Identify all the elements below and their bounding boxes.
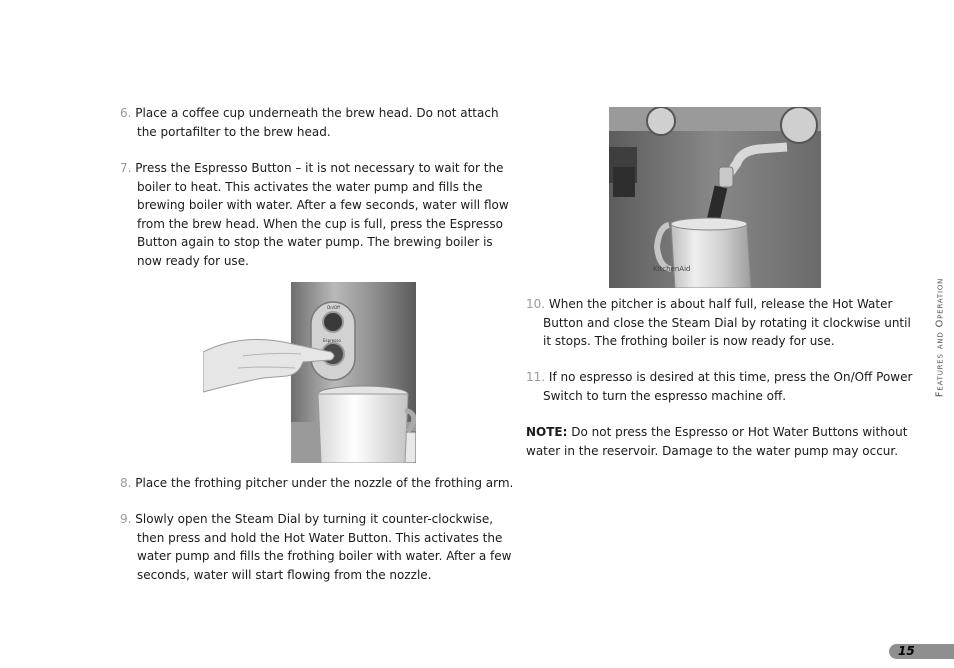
- step-text: seconds, water will start flowing from the nozzle.: [137, 567, 432, 582]
- step-text: now ready for use.: [137, 253, 249, 268]
- note-label: NOTE:: [526, 425, 568, 439]
- step-text: If no espresso is desired at this time, press the On/Off Power: [548, 370, 913, 384]
- note-text: water in the reservoir. Damage to the water pump may occur.: [526, 443, 899, 458]
- step-6: [120, 104, 499, 141]
- step-text: from the brew head. When the cup is full, press the Espresso: [137, 216, 503, 231]
- step-9: [120, 510, 511, 584]
- note: [526, 423, 907, 460]
- step-11: [526, 368, 912, 405]
- step-text: When the pitcher is about half full, release the Hot Water: [548, 297, 893, 311]
- page-number: 15: [898, 644, 915, 658]
- note-text: Do not press the Espresso or Hot Water Buttons without: [571, 425, 908, 439]
- pitcher-logo: KitchenAid: [653, 265, 691, 273]
- section-sidebar-label: [934, 264, 946, 414]
- button-label-espresso: Espresso: [323, 338, 341, 343]
- step-10: [526, 295, 911, 351]
- step-8: [120, 474, 513, 493]
- step-text: brewing boiler with water. After a few seconds, water will flow: [137, 198, 509, 212]
- section-title: Features and Operation: [934, 277, 946, 398]
- step-text: Button again to stop the water pump. The brewing boiler is: [137, 235, 493, 249]
- step-number: 11.: [526, 370, 546, 384]
- step-text: it stops. The frothing boiler is now ready for use.: [543, 334, 835, 348]
- step-7: [120, 159, 509, 270]
- step-text: Button and close the Steam Dial by rotating it clockwise until: [543, 315, 911, 330]
- step-number: 7.: [120, 161, 132, 175]
- step-text: Press the Espresso Button – it is not necessary to wait for the: [135, 161, 504, 175]
- step-text: Place the frothing pitcher under the nozzle of the frothing arm.: [135, 476, 514, 490]
- step-text: boiler to heat. This activates the water pump and fills the: [137, 179, 483, 194]
- step-text: water pump and fills the frothing boiler with water. After a few: [137, 549, 512, 563]
- step-text: Place a coffee cup underneath the brew head. Do not attach: [135, 106, 499, 120]
- button-label-onoff: On/Off: [327, 305, 340, 310]
- frothing-pitcher-photo: [609, 107, 821, 288]
- espresso-button-photo: [203, 282, 416, 463]
- step-number: 10.: [526, 297, 546, 311]
- step-number: 9.: [120, 512, 132, 526]
- step-number: 8.: [120, 476, 132, 490]
- step-text: then press and hold the Hot Water Button. This activates the: [137, 530, 503, 545]
- step-text: Switch to turn the espresso machine off.: [543, 388, 787, 403]
- step-number: 6.: [120, 106, 132, 120]
- step-text: the portafilter to the brew head.: [137, 124, 331, 139]
- step-text: Slowly open the Steam Dial by turning it counter-clockwise,: [135, 512, 494, 526]
